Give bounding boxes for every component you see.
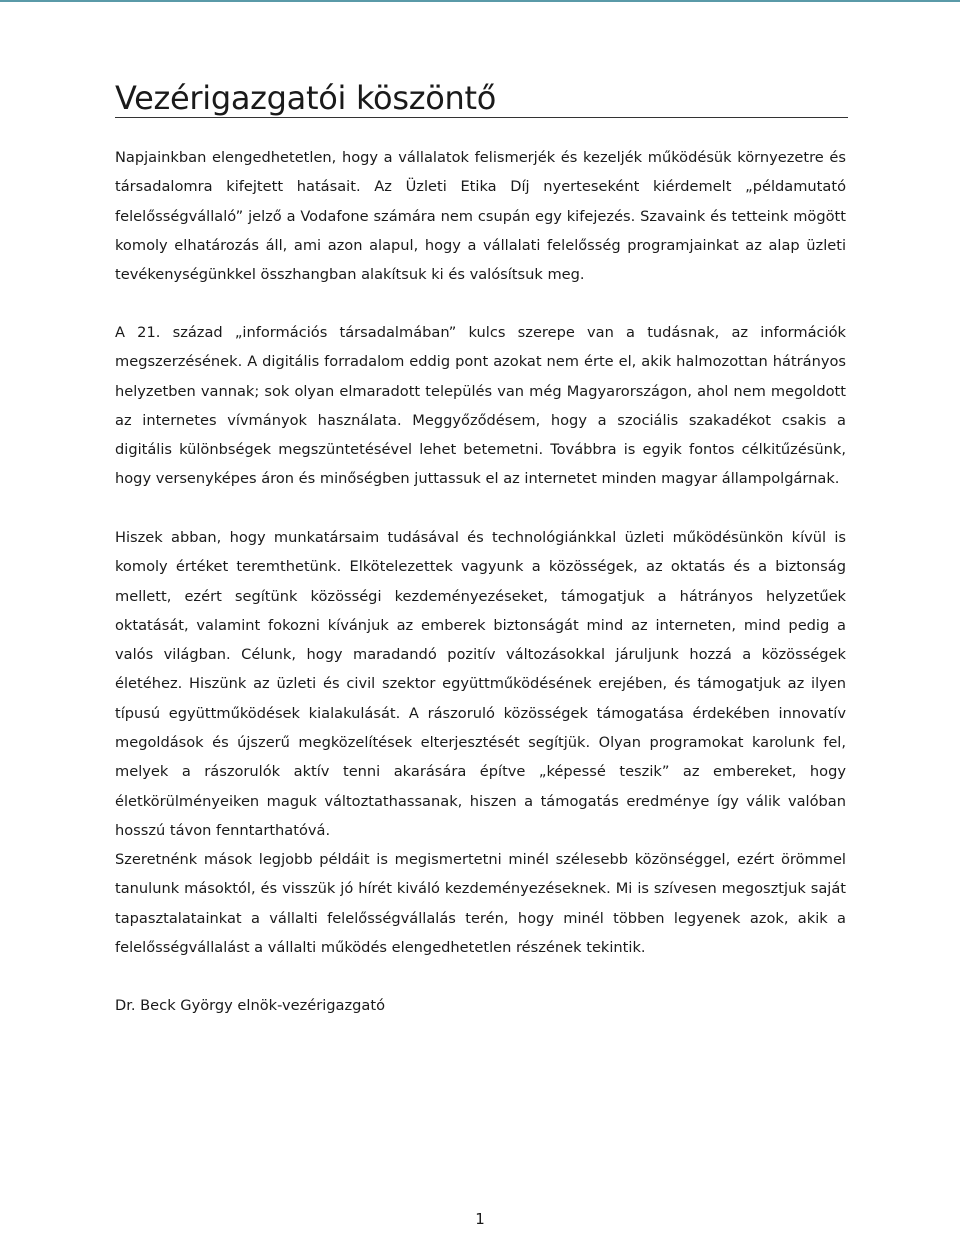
top-border-line — [0, 0, 960, 2]
signature-line: Dr. Beck György elnök-vezérigazgató — [115, 997, 386, 1014]
page-title: Vezérigazgatói köszöntő — [115, 79, 496, 117]
body-paragraph-2: A 21. század „információs társadalmában” kulcs szerepe van a tudásnak, az információk megszerzésének. A digitális forradalom eddig pont azokat nem érte el, akik halmozottan hátrányos helyzetben vannak; sok olyan elmaradott település van még Magyarországon, ahol nem megoldott az internetes vívmányok használata. Meggyőződésem, hogy a szociális szakadékot csakis a digitális különbségek megszüntetésével lehet betemetni. Továbbra is egyik fontos célkitűzésünk, hogy versenyképes áron és minőségben juttassuk el az internetet minden magyar állampolgárnak. — [115, 324, 846, 488]
page-number: 1 — [475, 1210, 485, 1228]
body-paragraph-3: Hiszek abban, hogy munkatársaim tudásával és technológiánkkal üzleti működésünkön kívül is komoly értéket teremthetünk. Elkötelezettek vagyunk a közösségek, az oktatás és a biztonság mellett, ezért segítünk közösségi kezdeményezéseket, támogatjuk a hátrányos helyzetűek oktatását, valamint fokozni kívánjuk az emberek biztonságát mind az interneten, mind pedig a valós világban. Célunk, hogy maradandó pozitív változásokkal járuljunk hozzá a közösségek életéhez. Hiszünk az üzleti és civil szektor együttműködésének erejében, és támogatjuk az ilyen típusú együttműködések kialakulását. A rászoruló közösségek támogatása érdekében innovatív megoldások és újszerű megközelítések elterjesztését segítjük. Olyan programokat karolunk fel, melyek a rászorulók aktív tenni akarására építve „képessé teszik” az embereket, hogy életkörülményeiken maguk változtathassanak, hiszen a támogatás eredménye így válik valóban hosszú távon fenntarthatóvá. — [115, 529, 846, 839]
body-paragraph-4: Szeretnénk mások legjobb példáit is megismertetni minél szélesebb közönséggel, ezért örömmel tanulunk másoktól, és visszük jó hírét kiváló kezdeményezéseknek. Mi is szívesen megosztjuk saját tapasztalatainkat a vállalti felelősségvállalás terén, hogy minél többen legyenek azok, akik a felelősségvállalást a vállalti működés elengedhetetlen részének tekintik. — [115, 851, 846, 956]
title-underline — [115, 117, 848, 118]
body-paragraph-1: Napjainkban elengedhetetlen, hogy a vállalatok felismerjék és kezeljék működésük környezetre és társadalomra kifejtett hatásait. Az Üzleti Etika Díj nyerteseként kiérdemelt „példamutató felelősségvállaló” jelző a Vodafone számára nem csupán egy kifejezés. Szavaink és tetteink mögött komoly elhatározás áll, ami azon alapul, hogy a vállalati felelősség programjainkat az alap üzleti tevékenységünkkel összhangban alakítsuk ki és valósítsuk meg. — [115, 149, 846, 284]
